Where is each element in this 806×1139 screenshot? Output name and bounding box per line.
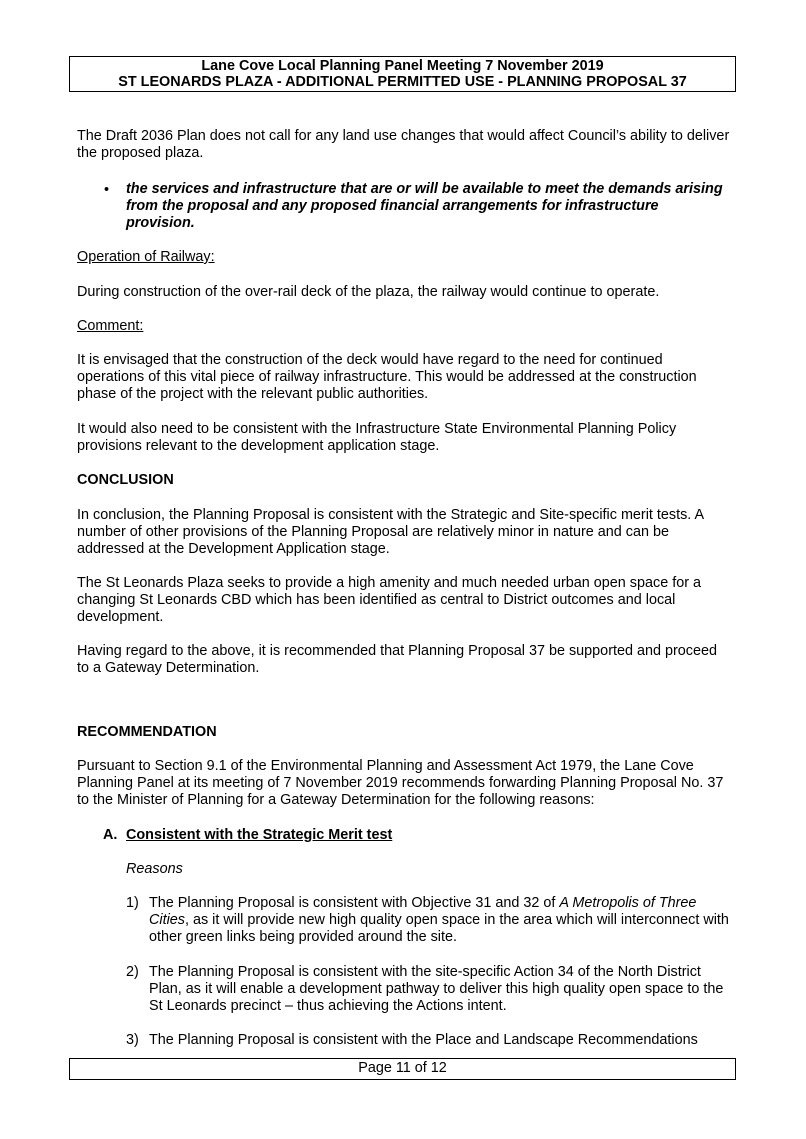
- bullet-dot: •: [104, 182, 110, 198]
- heading-operation-of-railway: Operation of Railway:: [77, 249, 215, 265]
- section-a-title: Consistent with the Strategic Merit test: [126, 827, 393, 843]
- header-report-title: ST LEONARDS PLAZA - ADDITIONAL PERMITTED USE - PLANNING PROPOSAL 37: [118, 74, 687, 90]
- heading-recommendation: RECOMMENDATION: [77, 724, 217, 740]
- page-header: [69, 56, 736, 92]
- paragraph-draft-plan: The Draft 2036 Plan does not call for any land use changes that would affect Council’s ability to deliver the proposed plaza.: [77, 128, 730, 161]
- reason-3-text: The Planning Proposal is consistent with the Place and Landscape Recommendations: [149, 1032, 698, 1048]
- paragraph-recommendation-summary: Having regard to the above, it is recommended that Planning Proposal 37 be supported and proceed to a Gateway Determination.: [77, 643, 717, 676]
- reason-2-text: The Planning Proposal is consistent with the site-specific Action 34 of the North District Plan, as it will enable a development pathway to deliver this high quality open space to the St Leonards precinct – thus achieving the Actions intent.: [149, 964, 724, 1014]
- reason-3-number: 3): [126, 1032, 139, 1048]
- heading-comment: Comment:: [77, 318, 144, 334]
- header-meeting-title: Lane Cove Local Planning Panel Meeting 7 November 2019: [201, 58, 604, 74]
- paragraph-plaza-amenity: The St Leonards Plaza seeks to provide a high amenity and much needed urban open space for a changing St Leonards CBD which has been identified as central to District outcomes and local development.: [77, 575, 701, 625]
- bullet-services-infrastructure: the services and infrastructure that are or will be available to meet the demands arising from the proposal and any proposed financial arrangements for infrastructure provision.: [126, 181, 723, 231]
- page-footer: [69, 1058, 736, 1080]
- reasons-label: Reasons: [126, 861, 183, 877]
- paragraph-pursuant: Pursuant to Section 9.1 of the Environmental Planning and Assessment Act 1979, the Lane Cove Planning Panel at its meeting of 7 November 2019 recommends forwarding Planning Proposal No. 37 to the Minister of Planning for a Gateway Determination for the following reasons:: [77, 758, 724, 808]
- reason-1-number: 1): [126, 895, 139, 911]
- reason-2-number: 2): [126, 964, 139, 980]
- paragraph-infrastructure-sepp: It would also need to be consistent with the Infrastructure State Environmental Planning Policy provisions relevant to the development application stage.: [77, 421, 677, 454]
- reason-1-italic-title: A Metropolis of Three Cities: [149, 895, 697, 928]
- reason-1-text: The Planning Proposal is consistent with Objective 31 and 32 of A Metropolis of Three Cities, as it will provide new high quality open space in the area which will interconnect with other green links being provided around the site.: [149, 895, 729, 945]
- section-a-letter: A.: [103, 827, 118, 843]
- paragraph-deck-construction: It is envisaged that the construction of the deck would have regard to the need for continued operations of this vital piece of railway infrastructure. This would be addressed at the construction phase of the project with the relevant public authorities.: [77, 352, 697, 402]
- heading-conclusion: CONCLUSION: [77, 472, 174, 488]
- page-number: Page 11 of 12: [358, 1060, 447, 1076]
- paragraph-railway-operation: During construction of the over-rail deck of the plaza, the railway would continue to operate.: [77, 284, 660, 300]
- paragraph-conclusion: In conclusion, the Planning Proposal is consistent with the Strategic and Site-specific merit tests. A number of other provisions of the Planning Proposal are relatively minor in nature and can be addressed at the Development Application stage.: [77, 507, 704, 557]
